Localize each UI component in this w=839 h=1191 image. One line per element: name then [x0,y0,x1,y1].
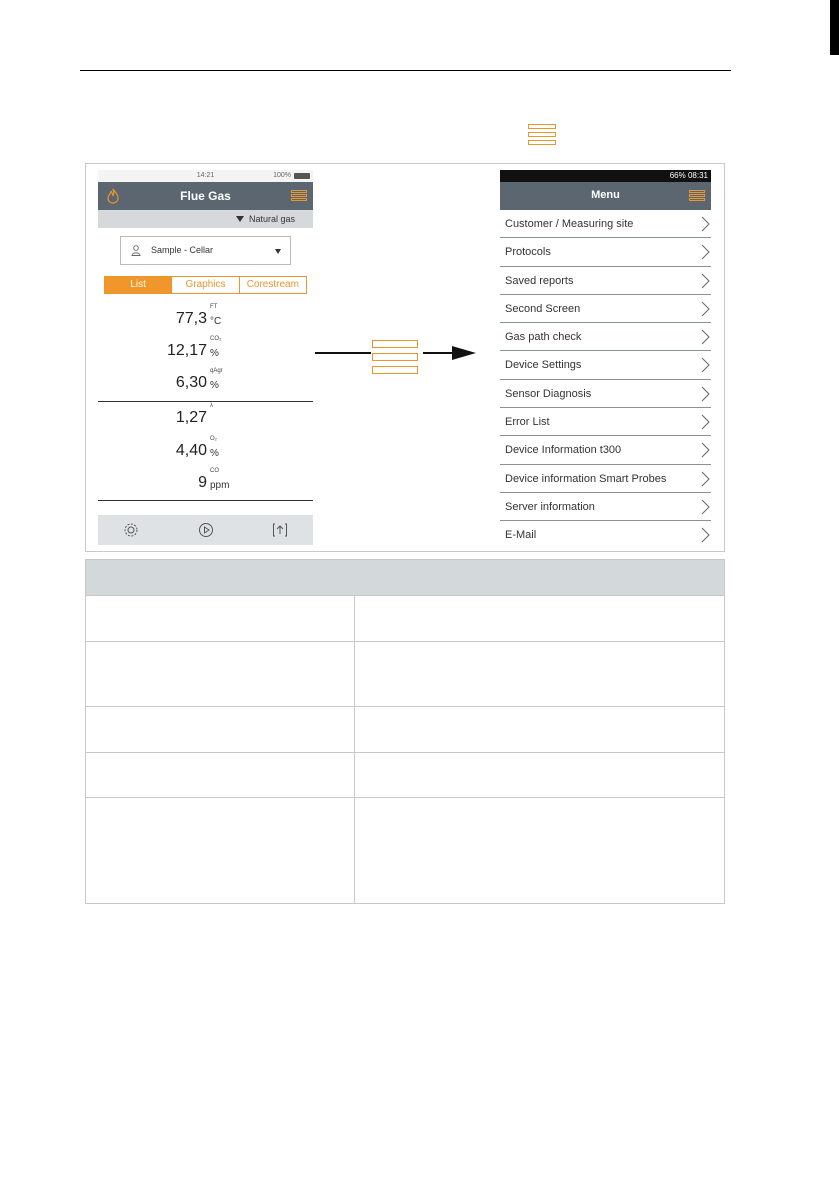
chevron-right-icon [700,273,710,289]
menu-item-device-information[interactable] [500,436,711,464]
header-rule [80,70,731,71]
chevron-right-icon [700,442,710,458]
sample-label: Sample - Cellar [151,245,214,255]
menu-item-second-screen[interactable] [500,295,711,323]
page-thumb-tab [830,0,839,55]
menu-item-label: Protocols [505,246,551,259]
person-icon [131,245,141,256]
bottom-toolbar [98,515,313,545]
reading-value: 12,17 [166,342,207,359]
screen-title: Flue Gas [180,189,231,203]
arrow-line [315,352,371,354]
menu-item-label: E-Mail [505,529,537,542]
title-bar [98,182,313,210]
battery-icon [294,173,310,179]
table-cell [355,753,725,798]
reading-symbol: qAgr [210,368,223,374]
reading-row [98,302,313,335]
menu-item-email[interactable] [500,521,711,548]
reading-unit: ppm [210,480,230,491]
flue-gas-screen [98,170,313,545]
table-header-row [86,560,725,596]
reading-value: 6,30 [175,374,207,391]
table-cell [86,753,355,798]
menu-item-label: Second Screen [505,302,581,315]
chevron-right-icon [700,527,710,543]
menu-item-error-list[interactable] [500,408,711,436]
reading-row [98,366,313,399]
menu-item-label: Device Information t300 [505,444,622,457]
arrow-head [452,346,476,360]
menu-item-label: Server information [505,500,595,513]
table-cell [86,642,355,707]
fuel-selector[interactable] [98,210,313,228]
menu-item-smart-probes[interactable] [500,465,711,493]
menu-item-sensor-diagnosis[interactable] [500,380,711,408]
menu-item-device-settings[interactable] [500,351,711,379]
sample-selector[interactable] [120,236,291,265]
settings-icon[interactable] [123,522,139,538]
chevron-right-icon [700,216,710,232]
tab-graphics[interactable]: Graphics [171,277,238,293]
status-bar [98,170,313,182]
divider [98,500,313,501]
menu-item-saved-reports[interactable] [500,267,711,295]
chevron-right-icon [700,357,710,373]
tab-list[interactable]: List [105,277,171,293]
menu-item-label: Device information Smart Probes [505,472,667,485]
reading-row [98,334,313,367]
table-cell [86,798,355,904]
hamburger-menu-icon[interactable] [291,190,307,202]
reading-symbol: λ [210,403,213,409]
menu-icon [372,340,418,376]
table-cell [355,707,725,753]
chevron-down-icon [275,249,281,254]
table-cell [355,798,725,904]
play-icon[interactable] [198,522,214,538]
menu-item-label: Gas path check [505,331,582,344]
chevron-right-icon [700,244,710,260]
hamburger-menu-icon[interactable] [689,190,705,202]
reading-row [98,434,313,467]
table-cell [86,707,355,753]
menu-item-label: Customer / Measuring site [505,218,634,230]
menu-item-label: Device Settings [505,359,582,372]
menu-item-gas-path-check[interactable] [500,323,711,351]
battery-level: 100% [273,172,291,179]
menu-screen [500,170,711,548]
description-table [85,559,725,904]
table-row [86,798,725,904]
menu-item-label: Sensor Diagnosis [505,387,592,400]
reading-unit: % [210,380,219,391]
table-cell [355,596,725,642]
status-bar: 66% 08:31 [500,170,711,182]
reading-row [98,466,313,499]
arrow-line [423,352,453,354]
chevron-right-icon [700,329,710,345]
reading-unit: °C [210,316,222,327]
chevron-right-icon [700,499,710,515]
export-icon[interactable] [272,522,288,538]
reading-value: 9 [198,474,207,491]
reading-symbol: CO₂ [210,336,222,342]
fuel-label: Natural gas [248,214,295,224]
menu-item-customer[interactable] [500,210,711,238]
title-bar [500,182,711,210]
reading-unit: % [210,448,219,459]
reading-symbol: O₂ [210,436,217,442]
table-cell [355,642,725,707]
chevron-right-icon [700,414,710,430]
reading-symbol: CO [210,468,219,474]
menu-item-label: Saved reports [505,274,574,287]
menu-item-label: Error List [505,416,550,429]
view-tabs [104,276,307,294]
reading-value: 77,3 [175,310,207,327]
table-row [86,753,725,798]
chevron-right-icon [700,471,710,487]
reading-unit: % [210,348,219,359]
chevron-right-icon [700,301,710,317]
table-cell [86,596,355,642]
table-row [86,642,725,707]
menu-icon [528,124,556,148]
table-row [86,707,725,753]
screen-title: Menu [591,189,620,201]
status-time: 14:21 [196,172,215,179]
reading-value: 4,40 [175,442,207,459]
reading-row [98,401,313,434]
reading-value: 1,27 [175,409,207,426]
reading-symbol: FT [210,304,218,310]
menu-item-protocols[interactable] [500,238,711,266]
tab-corestream[interactable]: Corestream [239,277,306,293]
table-row [86,596,725,642]
table-header [86,560,725,596]
chevron-right-icon [700,386,710,402]
dropdown-triangle-icon [236,216,244,222]
menu-item-server-information[interactable] [500,493,711,521]
